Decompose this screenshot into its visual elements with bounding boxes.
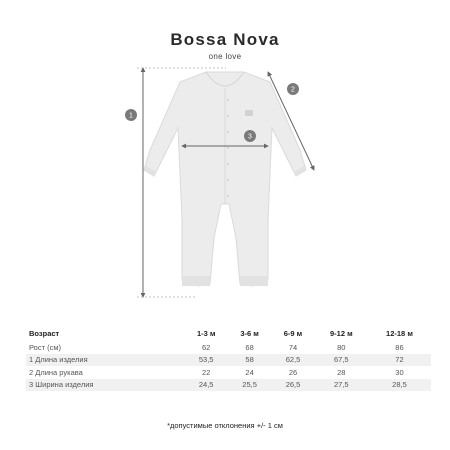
tolerance-footnote: *допустимые отклонения +/- 1 см (167, 421, 283, 430)
table-cell: 74 (271, 341, 314, 354)
size-chart-table (26, 325, 431, 391)
brand-title: Bossa Nova (170, 30, 280, 49)
table-row (26, 341, 431, 354)
table-cell: 62 (184, 341, 227, 354)
marker-2-badge (287, 83, 299, 95)
row-label: Рост (см) (26, 341, 184, 354)
svg-text:1: 1 (129, 112, 133, 120)
table-cell: 26 (271, 366, 314, 379)
table-cell: 22 (184, 366, 227, 379)
table-cell: 24,5 (184, 379, 227, 392)
row-label: 1 Длина изделия (26, 354, 184, 367)
table-header-row (26, 325, 431, 341)
table-cell: 24 (228, 366, 271, 379)
table-cell: 62,5 (271, 354, 314, 367)
table-cell: 28,5 (368, 379, 431, 392)
table-row (26, 354, 431, 367)
row-label: 3 Ширина изделия (26, 379, 184, 392)
table-row (26, 379, 431, 392)
marker-3-badge (244, 130, 256, 142)
table-cell: 67,5 (315, 354, 368, 367)
table-cell: 25,5 (228, 379, 271, 392)
baby-romper-icon (144, 72, 306, 286)
table-cell: 30 (368, 366, 431, 379)
table-cell: 58 (228, 354, 271, 367)
table-cell: 72 (368, 354, 431, 367)
table-cell: 28 (315, 366, 368, 379)
table-cell: 80 (315, 341, 368, 354)
header-size: 1-3 м (196, 328, 216, 338)
table-cell: 68 (228, 341, 271, 354)
header-age-label: Возраст (29, 328, 60, 338)
marker-1-badge (125, 109, 137, 121)
table-cell: 27,5 (315, 379, 368, 392)
row-label: 2 Длина рукава (26, 366, 184, 379)
table-row (26, 366, 431, 379)
table-cell: 86 (368, 341, 431, 354)
table-cell: 53,5 (184, 354, 227, 367)
header-size: 12-18 м (386, 328, 413, 338)
brand-tagline: one love (208, 52, 242, 61)
header-size: 3-6 м (240, 328, 259, 338)
header-size: 6-9 м (283, 328, 303, 338)
svg-text:3: 3 (248, 133, 252, 141)
svg-text:2: 2 (291, 86, 295, 94)
header-size: 9-12 м (329, 328, 353, 338)
table-cell: 26,5 (271, 379, 314, 392)
